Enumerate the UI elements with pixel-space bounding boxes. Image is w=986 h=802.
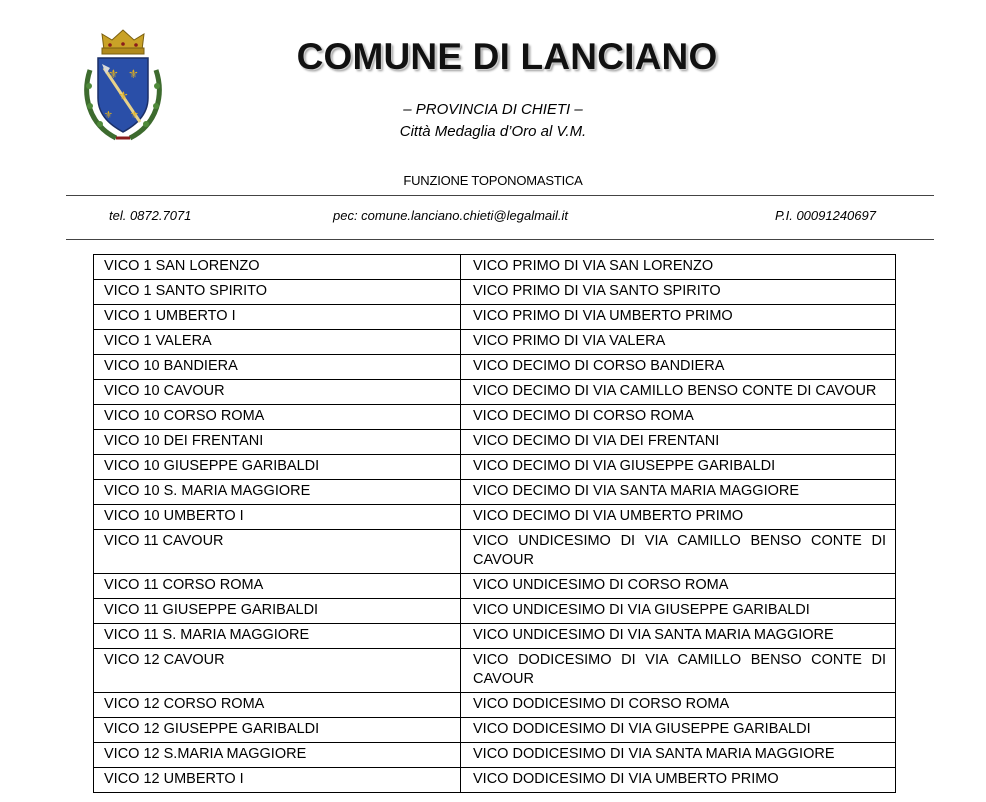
table-row — [94, 330, 896, 355]
old-street-name: VICO 12 CAVOUR — [94, 649, 461, 693]
table-row — [94, 505, 896, 530]
table-row — [94, 743, 896, 768]
old-street-name: VICO 10 UMBERTO I — [94, 505, 461, 530]
table-row — [94, 718, 896, 743]
table-row — [94, 574, 896, 599]
old-street-name: VICO 11 GIUSEPPE GARIBALDI — [94, 599, 461, 624]
new-street-name: VICO PRIMO DI VIA UMBERTO PRIMO — [461, 305, 896, 330]
old-street-name: VICO 10 CAVOUR — [94, 380, 461, 405]
new-street-name: VICO DECIMO DI VIA GIUSEPPE GARIBALDI — [461, 455, 896, 480]
contact-tel: tel. 0872.7071 — [109, 208, 192, 223]
table-row — [94, 405, 896, 430]
svg-text:⚜: ⚜ — [104, 110, 113, 121]
new-street-name: VICO DODICESIMO DI VIA UMBERTO PRIMO — [461, 768, 896, 793]
contact-pec: pec: comune.lanciano.chieti@legalmail.it — [333, 208, 569, 223]
old-street-name: VICO 1 VALERA — [94, 330, 461, 355]
table-row — [94, 255, 896, 280]
old-street-name: VICO 12 S.MARIA MAGGIORE — [94, 743, 461, 768]
table-row — [94, 693, 896, 718]
old-street-name: VICO 10 GIUSEPPE GARIBALDI — [94, 455, 461, 480]
contact-vat: P.I. 00091240697 — [775, 208, 876, 223]
old-street-name: VICO 12 UMBERTO I — [94, 768, 461, 793]
table-row — [94, 480, 896, 505]
new-street-name: VICO DODICESIMO DI VIA SANTA MARIA MAGGIORE — [461, 743, 896, 768]
table-row — [94, 355, 896, 380]
old-street-name: VICO 1 SANTO SPIRITO — [94, 280, 461, 305]
new-street-name: VICO DECIMO DI VIA UMBERTO PRIMO — [461, 505, 896, 530]
old-street-name: VICO 12 GIUSEPPE GARIBALDI — [94, 718, 461, 743]
new-street-name: VICO UNDICESIMO DI CORSO ROMA — [461, 574, 896, 599]
svg-text:⚜: ⚜ — [118, 89, 129, 103]
old-street-name: VICO 1 UMBERTO I — [94, 305, 461, 330]
honor-subtitle: Città Medaglia d’Oro al V.M. — [399, 123, 587, 140]
new-street-name: VICO DODICESIMO DI VIA GIUSEPPE GARIBALDI — [461, 718, 896, 743]
table-row — [94, 624, 896, 649]
old-street-name: VICO 11 CORSO ROMA — [94, 574, 461, 599]
new-street-name: VICO PRIMO DI VIA VALERA — [461, 330, 896, 355]
table-row — [94, 455, 896, 480]
new-street-name: VICO DODICESIMO DI VIA CAMILLO BENSO CONTE DI CAVOUR — [461, 649, 896, 693]
new-street-name: VICO UNDICESIMO DI VIA GIUSEPPE GARIBALDI — [461, 599, 896, 624]
old-street-name: VICO 11 S. MARIA MAGGIORE — [94, 624, 461, 649]
old-street-name: VICO 12 CORSO ROMA — [94, 693, 461, 718]
table-row — [94, 768, 896, 793]
new-street-name: VICO UNDICESIMO DI VIA CAMILLO BENSO CONTE DI CAVOUR — [461, 530, 896, 574]
table-row — [94, 599, 896, 624]
new-street-name: VICO DECIMO DI VIA CAMILLO BENSO CONTE DI CAVOUR — [461, 380, 896, 405]
table-row — [94, 430, 896, 455]
table-row — [94, 380, 896, 405]
new-street-name: VICO PRIMO DI VIA SAN LORENZO — [461, 255, 896, 280]
old-street-name: VICO 10 DEI FRENTANI — [94, 430, 461, 455]
old-street-name: VICO 1 SAN LORENZO — [94, 255, 461, 280]
province-subtitle: – PROVINCIA DI CHIETI – — [403, 101, 583, 118]
street-rename-table — [93, 254, 896, 793]
new-street-name: VICO UNDICESIMO DI VIA SANTA MARIA MAGGIORE — [461, 624, 896, 649]
page-title: COMUNE DI LANCIANO — [296, 36, 718, 77]
new-street-name: VICO DECIMO DI VIA SANTA MARIA MAGGIORE — [461, 480, 896, 505]
divider-bottom — [66, 239, 934, 240]
table-row — [94, 649, 896, 693]
table-row — [94, 530, 896, 574]
new-street-name: VICO DECIMO DI CORSO BANDIERA — [461, 355, 896, 380]
new-street-name: VICO DODICESIMO DI CORSO ROMA — [461, 693, 896, 718]
divider-top — [66, 195, 934, 196]
svg-text:⚜: ⚜ — [128, 67, 139, 81]
old-street-name: VICO 11 CAVOUR — [94, 530, 461, 574]
new-street-name: VICO DECIMO DI VIA DEI FRENTANI — [461, 430, 896, 455]
new-street-name: VICO DECIMO DI CORSO ROMA — [461, 405, 896, 430]
old-street-name: VICO 10 S. MARIA MAGGIORE — [94, 480, 461, 505]
new-street-name: VICO PRIMO DI VIA SANTO SPIRITO — [461, 280, 896, 305]
svg-text:⚜: ⚜ — [108, 67, 119, 81]
old-street-name: VICO 10 BANDIERA — [94, 355, 461, 380]
svg-text:⚜: ⚜ — [130, 110, 139, 121]
table-row — [94, 305, 896, 330]
old-street-name: VICO 10 CORSO ROMA — [94, 405, 461, 430]
department-label: FUNZIONE TOPONOMASTICA — [403, 173, 583, 188]
table-row — [94, 280, 896, 305]
